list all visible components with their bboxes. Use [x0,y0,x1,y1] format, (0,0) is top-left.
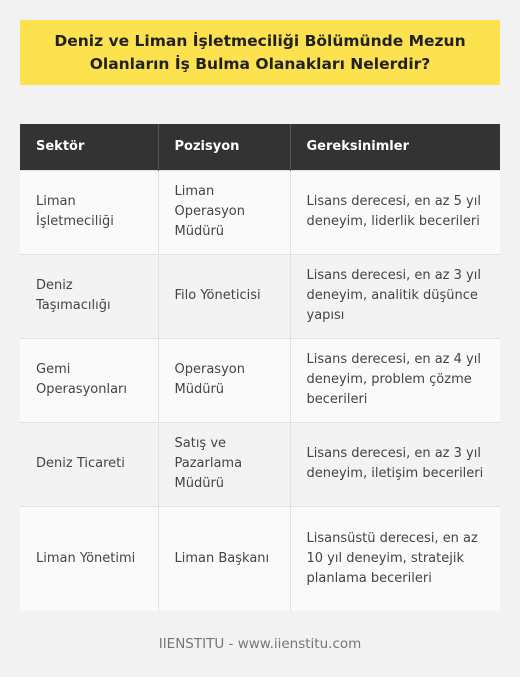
cell-sector: Liman Yönetimi [20,506,158,611]
table-row [20,170,500,254]
header-sector: Sektör [20,124,158,170]
cell-sector: Deniz Taşımacılığı [20,254,158,338]
cell-requirements: Lisans derecesi, en az 4 yıl deneyim, problem çözme becerileri [290,338,500,422]
cell-position: Satış ve Pazarlama Müdürü [158,422,290,506]
cell-position: Operasyon Müdürü [158,338,290,422]
cell-position: Liman Başkanı [158,506,290,611]
cell-requirements: Lisansüstü derecesi, en az 10 yıl deneyim, stratejik planlama becerileri [290,506,500,611]
page-title: Deniz ve Liman İşletmeciliği Bölümünde Mezun Olanların İş Bulma Olanakları Nelerdir? [54,31,466,73]
table-row [20,338,500,422]
table-row [20,422,500,506]
header-requirements: Gereksinimler [290,124,500,170]
careers-table [20,124,500,611]
title-banner [20,20,500,85]
header-position: Pozisyon [158,124,290,170]
cell-sector: Gemi Operasyonları [20,338,158,422]
cell-position: Liman Operasyon Müdürü [158,170,290,254]
table-row [20,254,500,338]
cell-requirements: Lisans derecesi, en az 3 yıl deneyim, iletişim becerileri [290,422,500,506]
cell-requirements: Lisans derecesi, en az 5 yıl deneyim, liderlik becerileri [290,170,500,254]
table-row [20,506,500,611]
footer-credit: IIENSTITU - www.iienstitu.com [158,636,362,652]
cell-requirements: Lisans derecesi, en az 3 yıl deneyim, analitik düşünce yapısı [290,254,500,338]
table-header-row [20,124,500,170]
cell-position: Filo Yöneticisi [158,254,290,338]
cell-sector: Deniz Ticareti [20,422,158,506]
cell-sector: Liman İşletmeciliği [20,170,158,254]
